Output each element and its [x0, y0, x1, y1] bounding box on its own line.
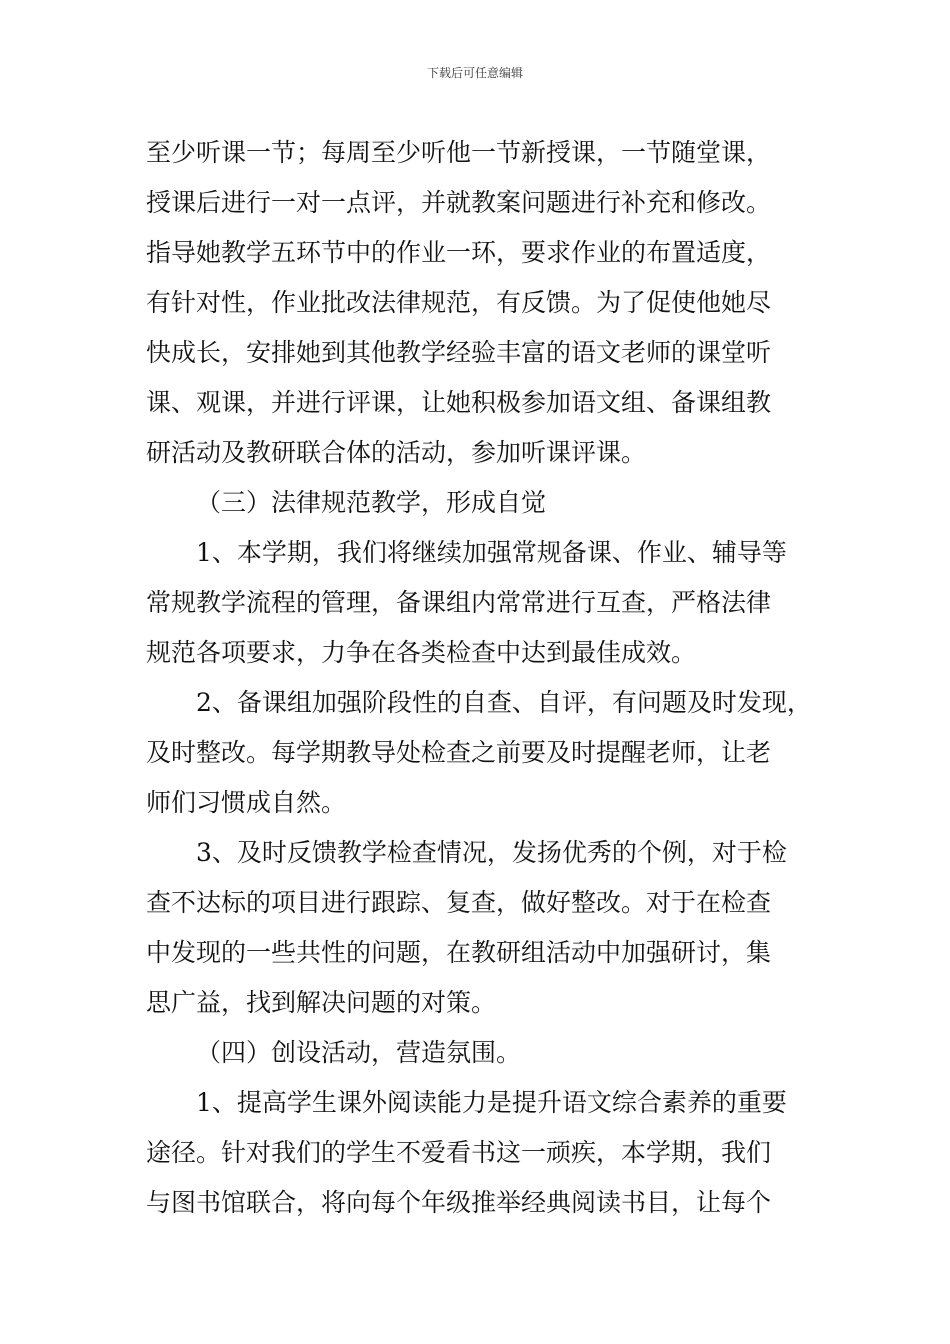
text-line: 授课后进行一对一点评，并就教案问题进行补充和修改。 — [146, 188, 772, 217]
text-line: 课、观课，并进行评课，让她积极参加语文组、备课组教 — [146, 388, 772, 417]
text-line: 指导她教学五环节中的作业一环，要求作业的布置适度， — [146, 238, 772, 267]
text-line: 及时整改。每学期教导处检查之前要及时提醒老师，让老 — [146, 738, 772, 767]
text-line: 中发现的一些共性的问题，在教研组活动中加强研讨，集 — [146, 938, 772, 967]
text-line: 至少听课一节；每周至少听他一节新授课，一节随堂课， — [146, 138, 772, 167]
text-line: 1、本学期，我们将继续加强常规备课、作业、辅导等 — [196, 538, 787, 567]
text-line: 2、备课组加强阶段性的自查、自评，有问题及时发现， — [196, 688, 812, 717]
text-line: 查不达标的项目进行跟踪、复查，做好整改。对于在检查 — [146, 888, 772, 917]
text-line: 师们习惯成自然。 — [146, 788, 347, 817]
section-heading: （四）创设活动，营造氛围。 — [196, 1038, 522, 1067]
text-line: 研活动及教研联合体的活动，参加听课评课。 — [146, 438, 647, 467]
text-line: 与图书馆联合，将向每个年级推举经典阅读书目，让每个 — [146, 1188, 772, 1217]
document-body — [146, 128, 826, 1228]
page-header: 下载后可任意编辑 — [426, 66, 523, 80]
text-line: 有针对性，作业批改法律规范，有反馈。为了促使他她尽 — [146, 288, 772, 317]
text-line: 规范各项要求，力争在各类检查中达到最佳成效。 — [146, 638, 697, 667]
text-line: 途径。针对我们的学生不爱看书这一顽疾，本学期，我们 — [146, 1138, 772, 1167]
text-line: 3、及时反馈教学检查情况，发扬优秀的个例，对于检 — [196, 838, 787, 867]
text-line: 1、提高学生课外阅读能力是提升语文综合素养的重要 — [196, 1088, 787, 1117]
text-line: 思广益，找到解决问题的对策。 — [146, 988, 497, 1017]
section-heading: （三）法律规范教学，形成自觉 — [196, 488, 547, 517]
text-line: 常规教学流程的管理，备课组内常常进行互查，严格法律 — [146, 588, 772, 617]
text-line: 快成长，安排她到其他教学经验丰富的语文老师的课堂听 — [146, 338, 772, 367]
